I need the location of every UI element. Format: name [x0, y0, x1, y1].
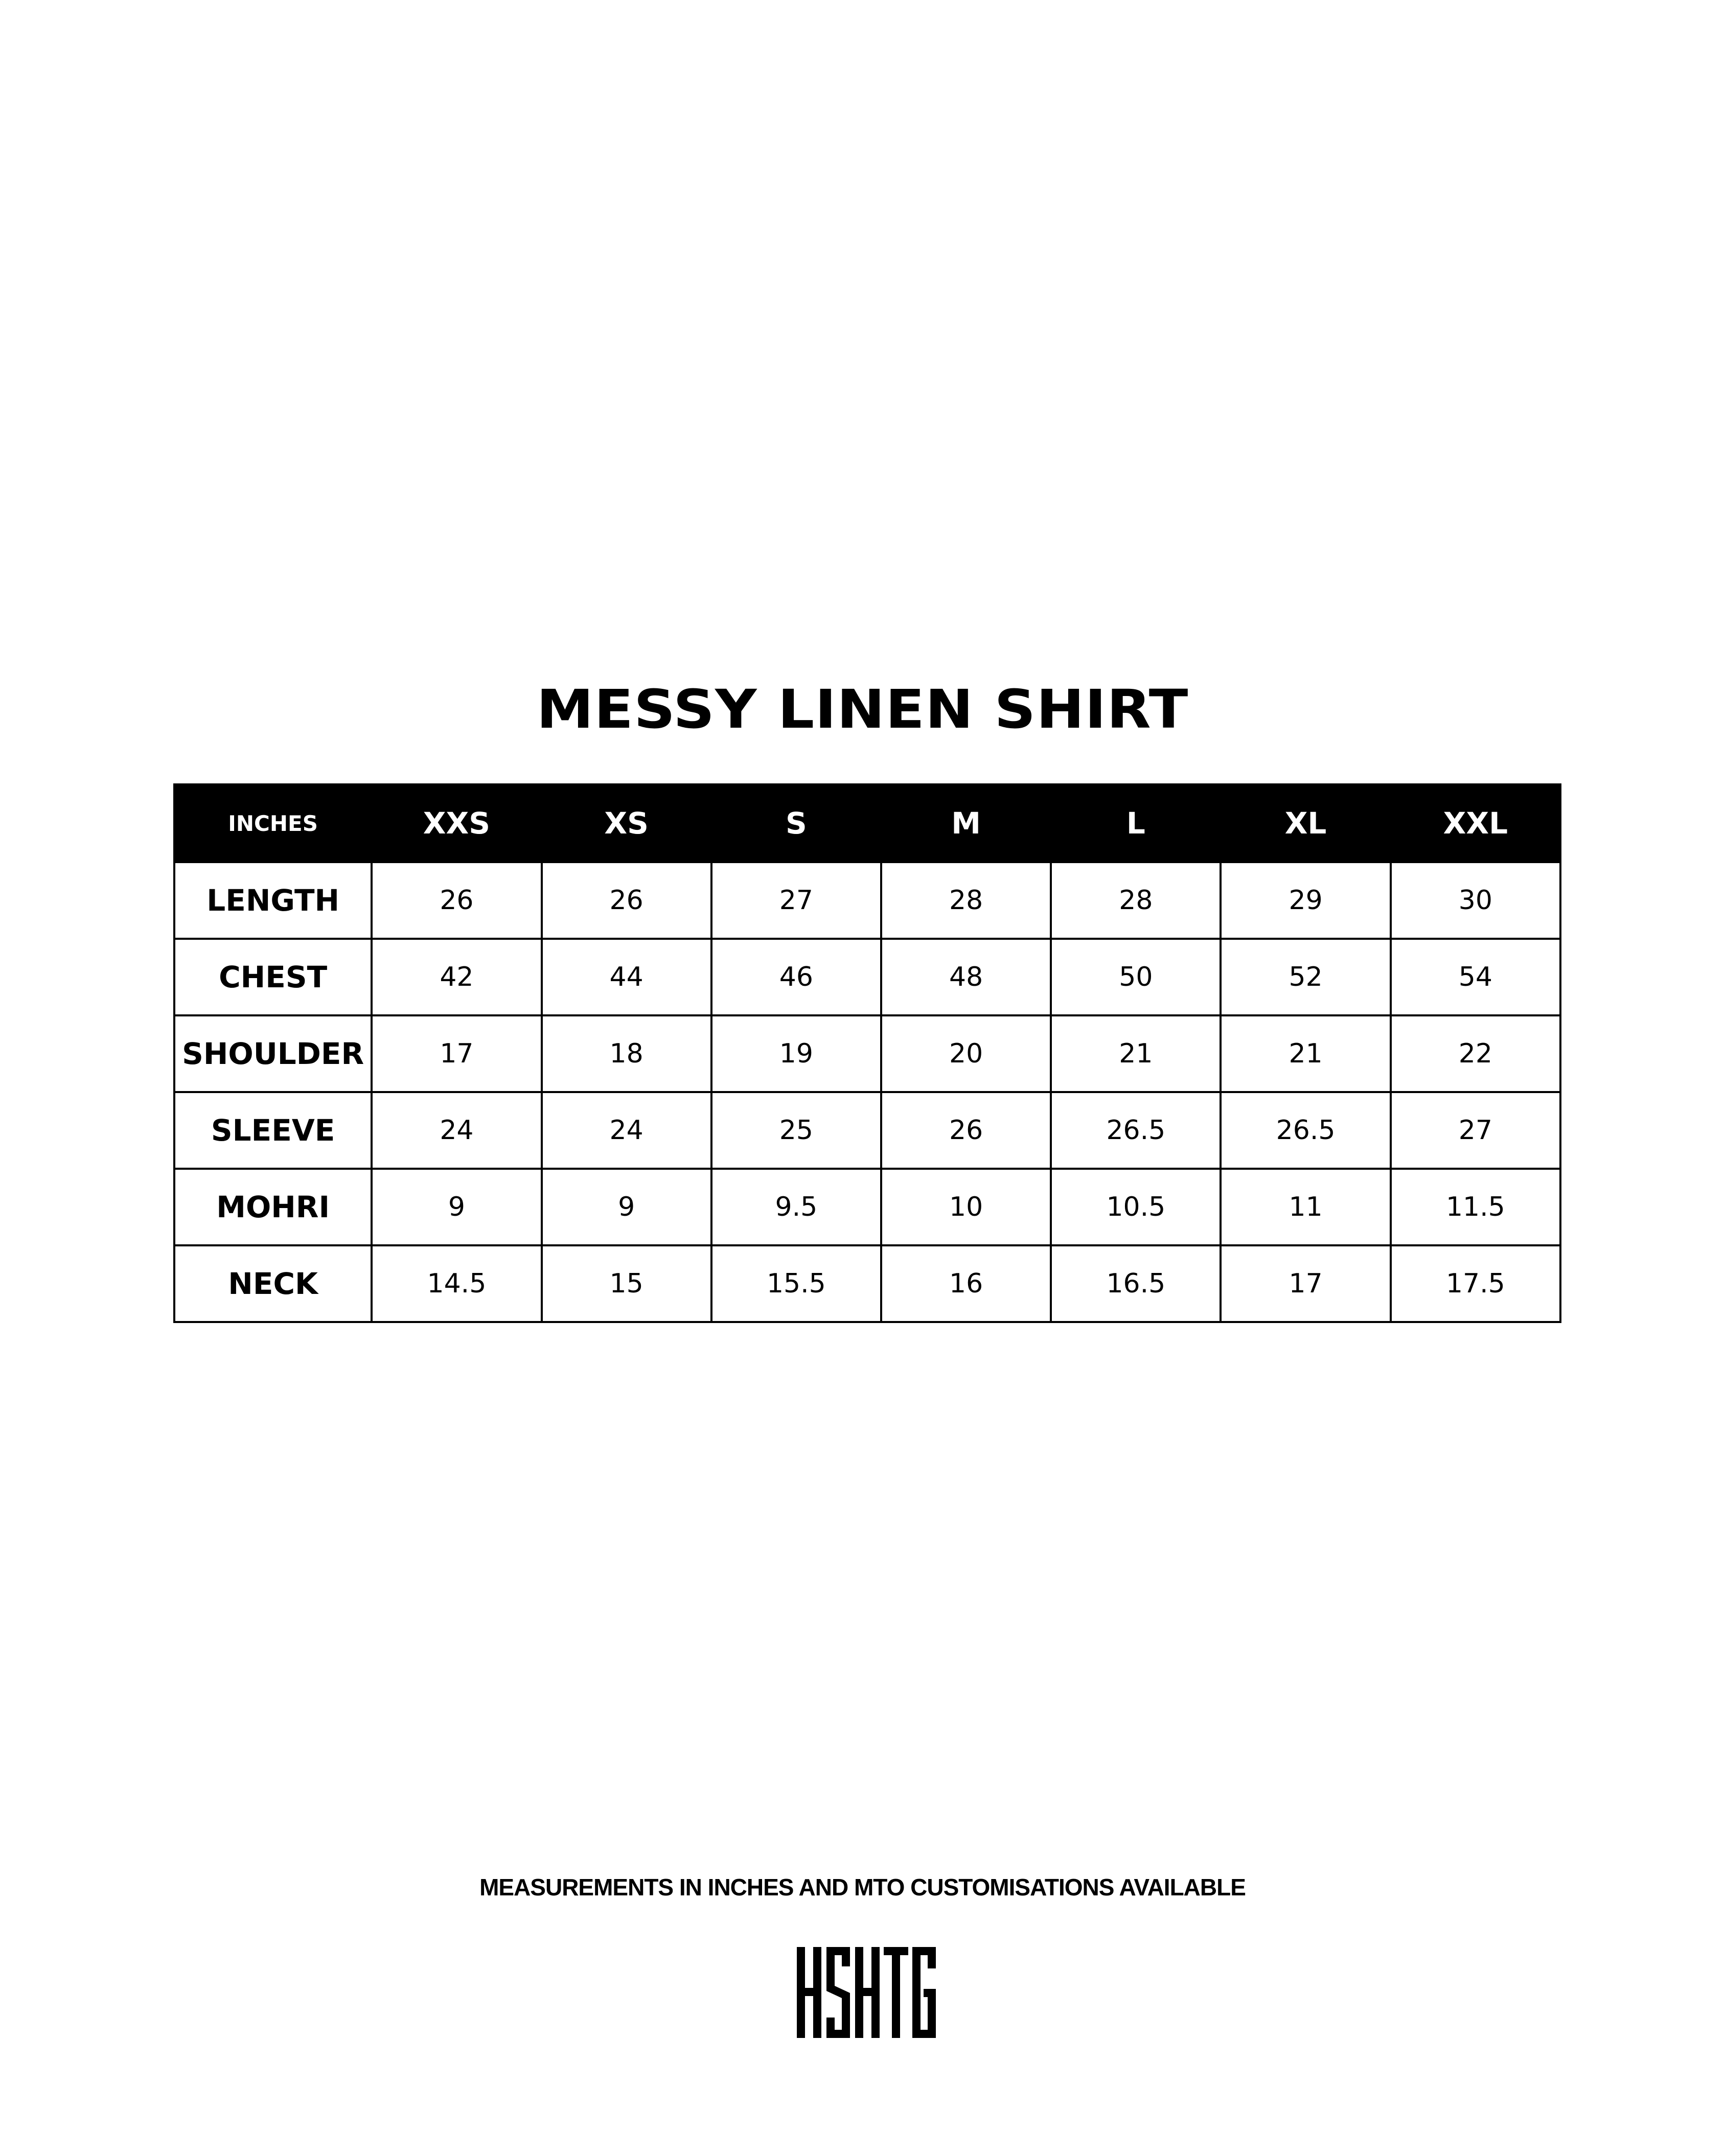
table-cell: 44: [542, 939, 711, 1015]
table-cell: 30: [1391, 862, 1560, 939]
table-cell: 9.5: [711, 1169, 881, 1245]
header-row: [174, 784, 1560, 862]
table-cell: 52: [1221, 939, 1390, 1015]
size-chart-table: [173, 783, 1561, 1323]
table-cell: 27: [711, 862, 881, 939]
hshtg-logo-icon: [795, 1946, 938, 2039]
row-label: SHOULDER: [174, 1015, 372, 1092]
unit-header: INCHES: [174, 784, 372, 862]
table-cell: 27: [1391, 1092, 1560, 1169]
table-cell: 28: [1051, 862, 1221, 939]
table-cell: 15.5: [711, 1245, 881, 1322]
table-cell: 16: [881, 1245, 1051, 1322]
table-cell: 26.5: [1221, 1092, 1390, 1169]
row-label: CHEST: [174, 939, 372, 1015]
size-header: S: [711, 784, 881, 862]
size-header: XXS: [372, 784, 541, 862]
table-cell: 48: [881, 939, 1051, 1015]
table-cell: 14.5: [372, 1245, 541, 1322]
measurement-note: MEASUREMENTS IN INCHES AND MTO CUSTOMISATIONS AVAILABLE: [479, 1874, 1246, 1900]
size-header: L: [1051, 784, 1221, 862]
table-cell: 16.5: [1051, 1245, 1221, 1322]
table-cell: 24: [542, 1092, 711, 1169]
table-cell: 26: [372, 862, 541, 939]
table-cell: 46: [711, 939, 881, 1015]
table-cell: 25: [711, 1092, 881, 1169]
table-cell: 11.5: [1391, 1169, 1560, 1245]
table-cell: 29: [1221, 862, 1390, 939]
row-label: MOHRI: [174, 1169, 372, 1245]
table-cell: 42: [372, 939, 541, 1015]
row-label: LENGTH: [174, 862, 372, 939]
size-header: XXL: [1391, 784, 1560, 862]
table-cell: 9: [542, 1169, 711, 1245]
table-cell: 28: [881, 862, 1051, 939]
page-title: MESSY LINEN SHIRT: [536, 678, 1189, 740]
table-row: [174, 939, 1560, 1015]
table-row: [174, 862, 1560, 939]
table-row: [174, 1245, 1560, 1322]
table-row: [174, 1092, 1560, 1169]
table-cell: 21: [1051, 1015, 1221, 1092]
table-cell: 24: [372, 1092, 541, 1169]
table-cell: 17.5: [1391, 1245, 1560, 1322]
table-row: [174, 1169, 1560, 1245]
table-cell: 20: [881, 1015, 1051, 1092]
table-cell: 10.5: [1051, 1169, 1221, 1245]
table-cell: 26: [542, 862, 711, 939]
table-cell: 54: [1391, 939, 1560, 1015]
table-cell: 26: [881, 1092, 1051, 1169]
table-cell: 19: [711, 1015, 881, 1092]
table-cell: 18: [542, 1015, 711, 1092]
table-cell: 15: [542, 1245, 711, 1322]
table-cell: 17: [372, 1015, 541, 1092]
table-cell: 9: [372, 1169, 541, 1245]
size-header: XS: [542, 784, 711, 862]
table-cell: 26.5: [1051, 1092, 1221, 1169]
table-cell: 50: [1051, 939, 1221, 1015]
table-cell: 10: [881, 1169, 1051, 1245]
table-cell: 21: [1221, 1015, 1390, 1092]
table-cell: 22: [1391, 1015, 1560, 1092]
row-label: NECK: [174, 1245, 372, 1322]
table-row: [174, 1015, 1560, 1092]
size-header: XL: [1221, 784, 1390, 862]
row-label: SLEEVE: [174, 1092, 372, 1169]
table-cell: 17: [1221, 1245, 1390, 1322]
table-cell: 11: [1221, 1169, 1390, 1245]
size-header: M: [881, 784, 1051, 862]
